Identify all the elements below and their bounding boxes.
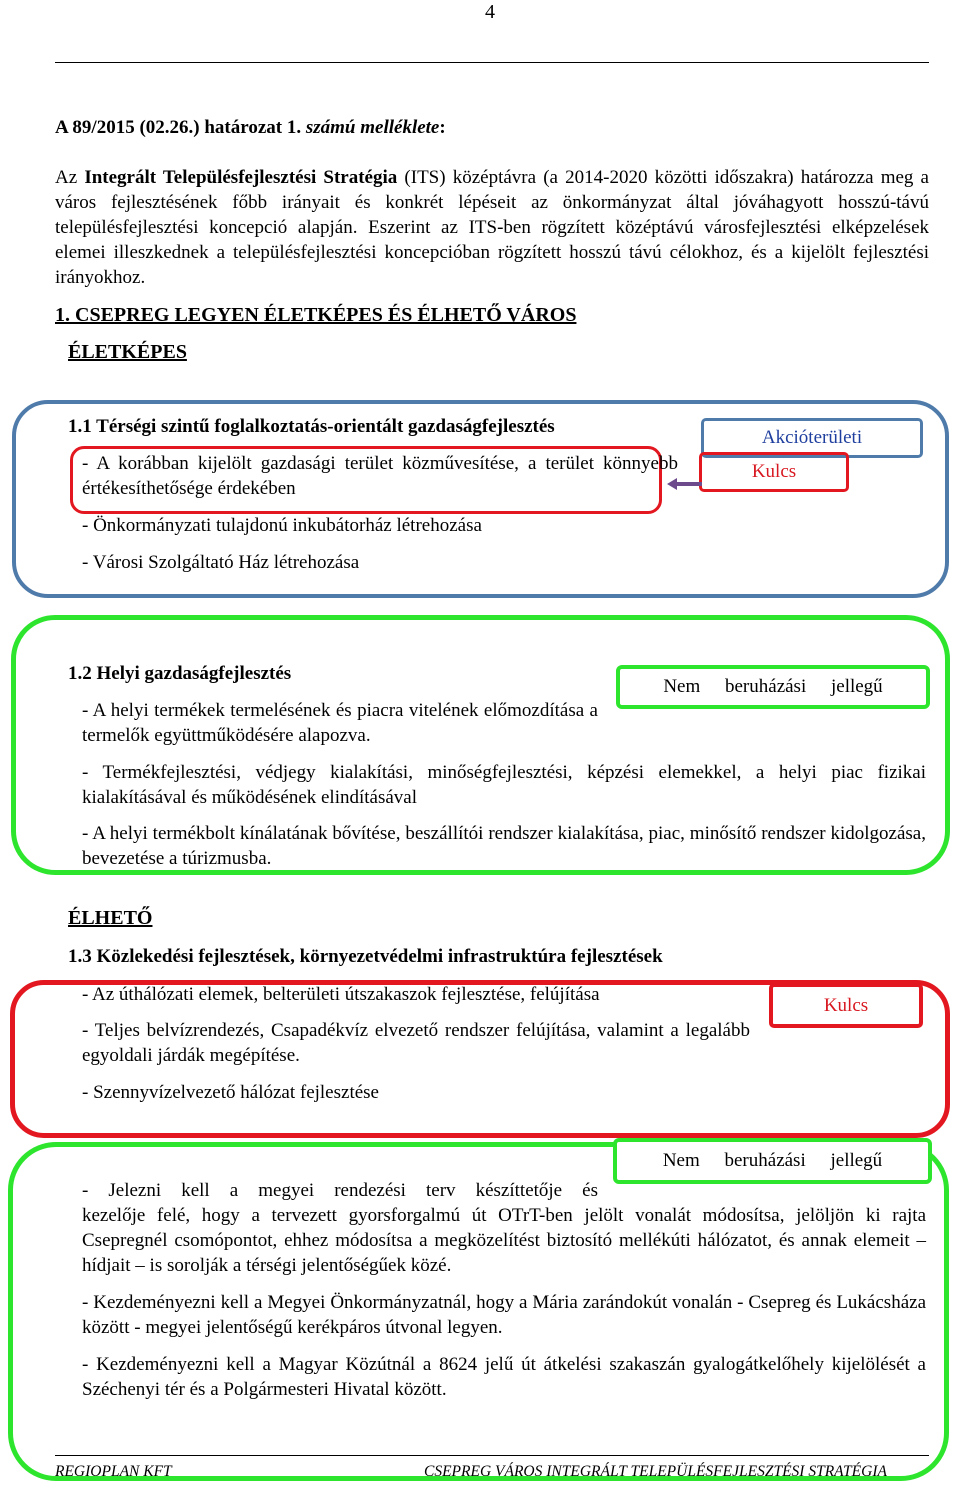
- section-1-3-item-3: - Szennyvízelvezető hálózat fejlesztése: [82, 1082, 379, 1103]
- footer-rule: [55, 1455, 929, 1456]
- intro-text-start: Az: [55, 167, 85, 188]
- annex-title: [55, 115, 929, 140]
- section-1-3-title: 1.3 Közlekedési fejlesztések, környezetvédelmi infrastruktúra fejlesztések: [68, 946, 663, 967]
- page-number: 4: [485, 1, 495, 23]
- intro-paragraph: [55, 165, 929, 290]
- annex-title-colon: :: [439, 117, 446, 138]
- section-1-4-item-2: - Kezdeményezni kell a Megyei Önkormányzatnál, hogy a Mária zarándokút vonalán - Csepreg és Lukácsháza között - megyei jelentőségű kerékpáros útvonal legyen.: [82, 1292, 926, 1338]
- section-1-1-title: 1.1 Térségi szintű foglalkoztatás-orientált gazdaságfejlesztés: [68, 416, 555, 437]
- tag-nem-beruhazasi-1-2: Nem beruházási jellegű: [616, 665, 930, 709]
- tag-akcioteruleti: Akcióterületi: [701, 418, 923, 458]
- footer-left: REGIOPLAN KFT: [55, 1463, 172, 1480]
- section-1-3-item-2: - Teljes belvízrendezés, Csapadékvíz elvezető rendszer felújítása, valamint a legalább egyoldali járdák megépítése.: [82, 1020, 750, 1066]
- intro-text-rest: (ITS) középtávra (a 2014-2020 közötti időszakra) határozza meg a város fejlesztésének főbb irányait és konkrét lépéseit az önkormányzat által jóváhagyott hosszú-távú településfejlesztési koncepció alapján. Eszerint az ITS-ben rögzített középtávú városfejlesztési elképzelések elemei illeszkednek a településfejlesztési koncepcióban rögzített hosszú távú célokhoz, és a kijelölt fejlesztési irányokhoz.: [55, 167, 929, 288]
- section-1-4-item-1-rest: kezelője felé, hogy a tervezett gyorsforgalmú út OTrT-ben jelölt vonalát módosítsa, jelöljön ki rajta Csepregnél csomópontot, ehhez módosítsa a megközelítést biztosító mellékúti hálózatot, és annak elemeit – hídjait – is sorolják a térségi jelentőségűek közé.: [82, 1205, 926, 1276]
- tag-kulcs-1-3: Kulcs: [769, 983, 923, 1028]
- section-heading-elheto: ÉLHETŐ: [68, 907, 153, 929]
- footer-right: CSEPREG VÁROS INTEGRÁLT TELEPÜLÉSFEJLESZTÉSI STRATÉGIA: [424, 1463, 887, 1480]
- arrow-left-icon: [664, 474, 704, 494]
- section-1-1-item-3: - Városi Szolgáltató Ház létrehozása: [82, 552, 360, 573]
- tag-nem-beruhazasi-1-4: Nem beruházási jellegű: [613, 1138, 932, 1184]
- tag-kulcs-1-1: Kulcs: [699, 452, 849, 492]
- section-1-1-item-1: [82, 451, 678, 501]
- header-rule: [55, 62, 929, 63]
- intro-strategy-name: Integrált Településfejlesztési Stratégia: [84, 167, 398, 188]
- section-1-4-item-3: - Kezdeményezni kell a Magyar Közútnál a 8624 jelű út átkelési szakaszán gyalogátkelőhely kijelölését a Széchenyi tér és a Polgármesteri Hivatal között.: [82, 1354, 926, 1400]
- section-1-2-item-2: - Termékfejlesztési, védjegy kialakítási, minőségfejlesztési, képzési elemekkel, a helyi piac fizikai kialakításával és működésének elindításával: [82, 762, 926, 808]
- section-1-2-item-1: - A helyi termékek termelésének és piacra vitelének előmozdítása a termelők együttműködésére alapozva.: [82, 700, 598, 746]
- section-1-3-item-1: - Az úthálózati elemek, belterületi útszakaszok fejlesztése, felújítása: [82, 984, 600, 1005]
- annex-title-italic: számú melléklete: [305, 117, 440, 138]
- annex-title-main: A 89/2015 (02.26.) határozat 1.: [55, 117, 306, 138]
- section-heading-eletkepes: ÉLETKÉPES: [68, 341, 187, 363]
- section-1-4-item-1-first-line: - Jelezni kell a megyei rendezési terv készíttetője és: [82, 1180, 598, 1201]
- section-1-1-item-1-text: - A korábban kijelölt gazdasági terület közművesítése, a terület könnyebb értékesíthetősége érdekében: [82, 453, 678, 499]
- section-1-1-item-2: - Önkormányzati tulajdonú inkubátorház létrehozása: [82, 515, 482, 536]
- main-heading: 1. CSEPREG LEGYEN ÉLETKÉPES ÉS ÉLHETŐ VÁROS: [55, 304, 577, 326]
- section-1-2-item-3: - A helyi termékbolt kínálatának bővítése, beszállítói rendszer kialakítása, piac, minősítő rendszer kidolgozása, bevezetése a túrizmusba.: [82, 823, 926, 869]
- section-1-2-title: 1.2 Helyi gazdaságfejlesztés: [68, 663, 292, 684]
